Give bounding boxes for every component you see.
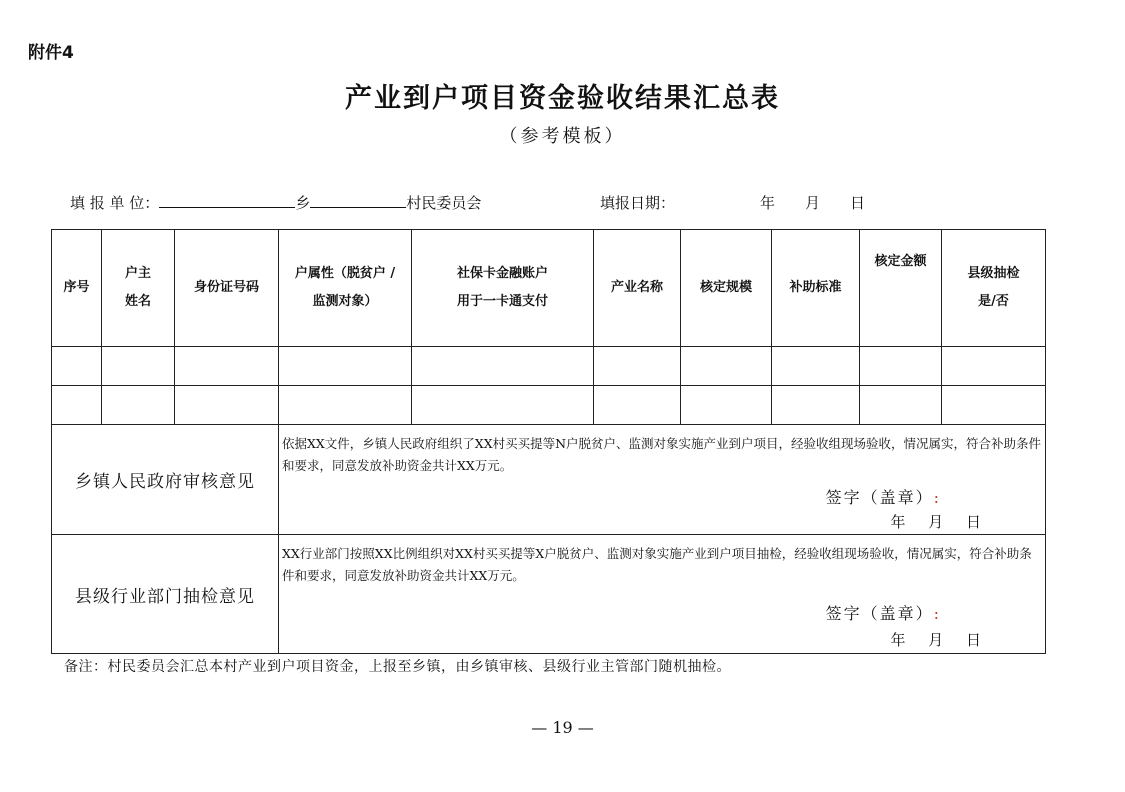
county-check-row [52,535,1046,654]
header-cell: 产业名称 [594,230,681,347]
fill-date-placeholder: 年 月 日 [760,194,866,212]
table-cell[interactable] [772,347,860,386]
table-cell[interactable] [860,347,942,386]
unit-township-blank[interactable] [159,193,295,208]
county-check-text: XX行业部门按照XX比例组织对XX村买买提等X户脱贫户、监测对象实施产业到户项目抽检，经验收组现场验收，情况属实，符合补助条件和要求，同意发放补助资金共计XX万元。 [282,546,1032,583]
township-review-cell [279,425,1046,535]
table-header-row [52,230,1046,347]
header-cell: 身份证号码 [175,230,279,347]
table-cell[interactable] [412,386,594,425]
fill-unit-row [70,192,481,213]
table-row [52,347,1046,386]
table-cell[interactable] [279,347,412,386]
township-sign-label: 签字（盖章） [825,488,934,507]
table-cell[interactable] [772,386,860,425]
header-cell: 县级抽检 是/否 [942,230,1046,347]
county-sign-line [826,601,941,624]
table-cell[interactable] [681,347,772,386]
table-cell[interactable] [860,386,942,425]
attachment-label: 附件4 [28,43,74,63]
township-review-row [52,425,1046,535]
table-row [52,386,1046,425]
unit-village-blank[interactable] [310,193,406,208]
header-cell: 社保卡金融账户 用于一卡通支付 [412,230,594,347]
header-cell: 户属性（脱贫户 / 监测对象） [279,230,412,347]
county-check-cell [279,535,1046,654]
fill-unit-label: 填 报 单 位： [70,194,160,212]
table-cell[interactable] [175,347,279,386]
page-number: — 19 — [531,718,594,737]
page-subtitle: （参考模板） [499,126,626,147]
township-sign-colon: : [933,488,941,507]
county-sign-label: 签字（盖章） [825,604,934,623]
table-cell[interactable] [52,347,102,386]
header-cell: 户主 姓名 [102,230,175,347]
header-cell: 核定金额 [860,230,942,347]
township-review-label: 乡镇人民政府审核意见 [52,425,279,535]
county-check-label: 县级行业部门抽检意见 [52,535,279,654]
table-cell[interactable] [279,386,412,425]
table-cell[interactable] [102,386,175,425]
table-cell[interactable] [175,386,279,425]
table-cell[interactable] [52,386,102,425]
table-cell[interactable] [412,347,594,386]
table-cell[interactable] [102,347,175,386]
header-cell: 核定规模 [681,230,772,347]
page-title: 产业到户项目资金验收结果汇总表 [345,83,780,114]
township-review-text: 依据XX文件，乡镇人民政府组织了XX村买买提等N户脱贫户、监测对象实施产业到户项目，经验收组现场验收，情况属实，符合补助条件和要求，同意发放补助资金共计XX万元。 [282,436,1042,473]
village-suffix: 村民委员会 [406,194,482,212]
county-sign-colon: : [933,604,941,623]
table-cell[interactable] [594,386,681,425]
header-cell: 补助标准 [772,230,860,347]
township-sign-date: 年 月 日 [890,513,981,531]
footnote: 备注：村民委员会汇总本村产业到户项目资金，上报至乡镇，由乡镇审核、县级行业主管部门随机抽检。 [64,659,731,675]
county-sign-date: 年 月 日 [890,631,981,649]
township-sign-line [826,485,941,508]
table-cell[interactable] [594,347,681,386]
township-suffix: 乡 [295,194,311,212]
summary-table [51,229,1046,654]
table-cell[interactable] [942,386,1046,425]
fill-date-label: 填报日期： [600,194,676,212]
header-cell: 序号 [52,230,102,347]
table-cell[interactable] [681,386,772,425]
table-cell[interactable] [942,347,1046,386]
